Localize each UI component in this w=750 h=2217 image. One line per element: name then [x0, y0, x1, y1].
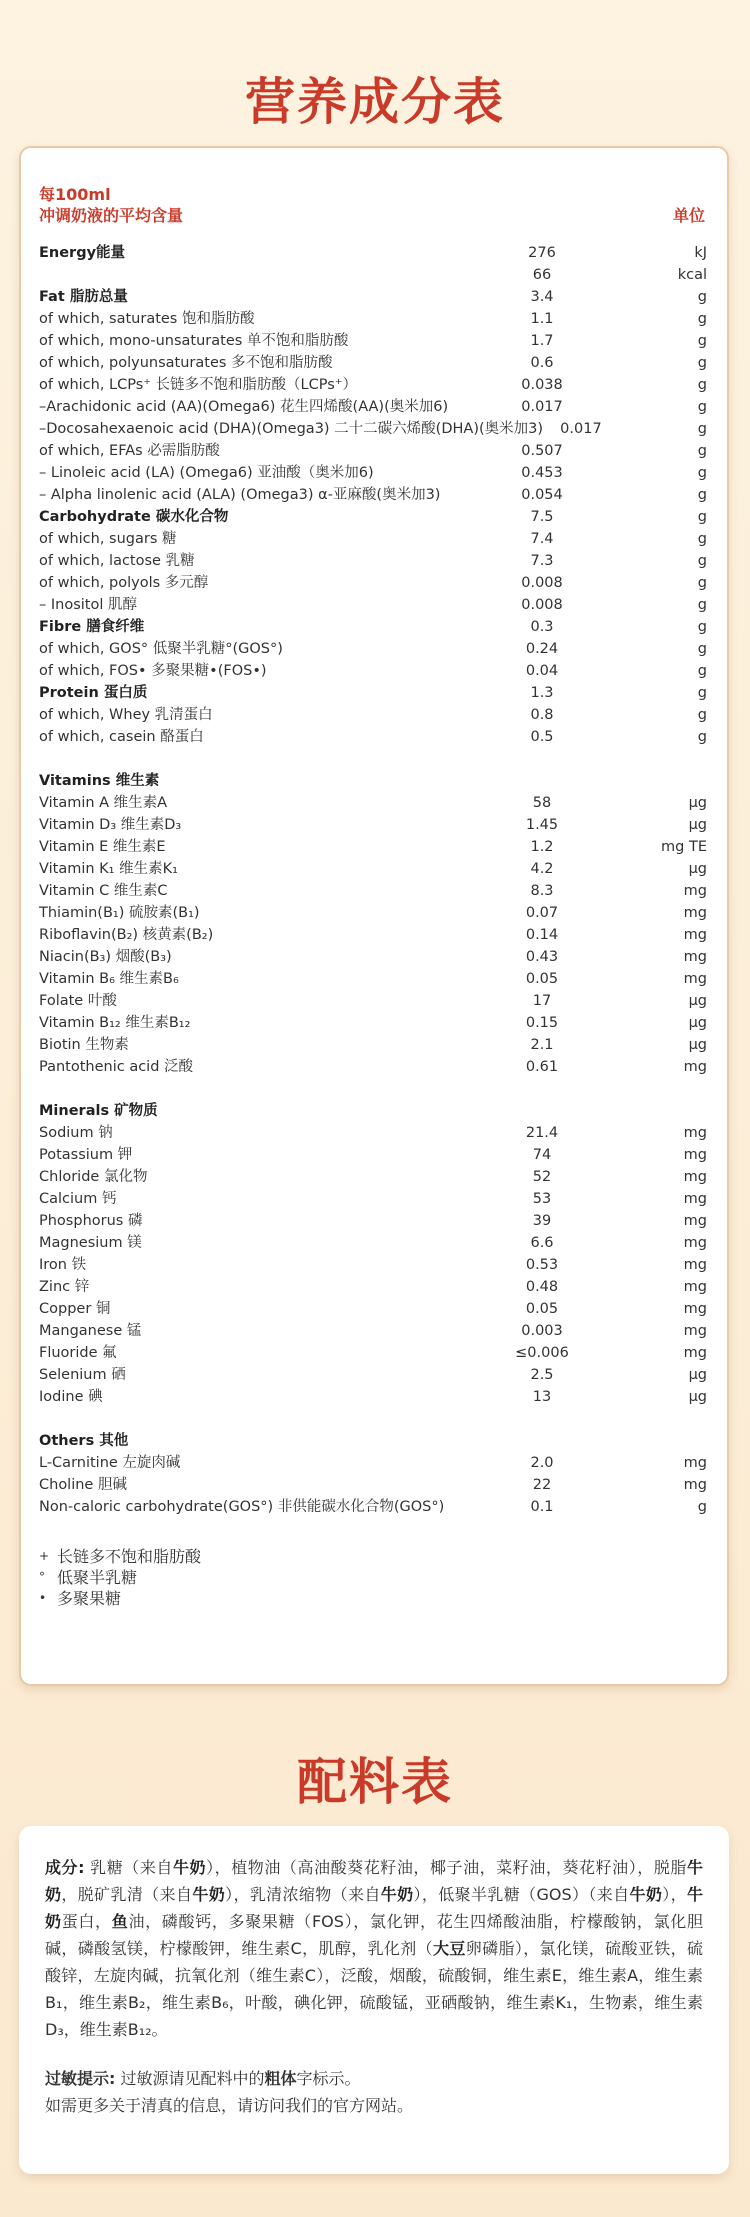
nutrient-unit: μg — [688, 795, 707, 811]
nutrient-name: Potassium 钾 — [39, 1147, 133, 1163]
nutrient-unit: mg — [683, 1235, 707, 1251]
nutrient-row — [39, 1496, 707, 1518]
nutrient-unit: g — [697, 487, 707, 503]
allergy-warning — [45, 2065, 703, 2092]
nutrient-value: 4.2 — [530, 861, 554, 877]
nutrient-unit: mg — [683, 1125, 707, 1141]
ingredient-text: ），植物油（高油酸葵花籽油，椰子油，菜籽油，葵花籽油），脱脂 — [206, 1858, 687, 1877]
nutrient-name: Non-caloric carbohydrate(GOS°) 非供能碳水化合物(GOS°) — [39, 1499, 445, 1515]
nutrient-value: 8.3 — [530, 883, 554, 899]
nutrient-row — [39, 1320, 707, 1342]
nutrient-value: 0.6 — [530, 355, 554, 371]
nutrient-unit: kcal — [677, 267, 707, 283]
nutrient-row — [39, 506, 707, 528]
nutrient-row — [39, 1276, 707, 1298]
ingredients-title: 配料表 — [297, 1753, 453, 1811]
ingredients-card — [19, 1826, 729, 2174]
nutrient-row — [39, 1122, 707, 1144]
nutrient-name: Folate 叶酸 — [39, 993, 117, 1009]
nutrient-row — [39, 1452, 707, 1474]
nutrient-row — [39, 946, 707, 968]
nutrient-unit: g — [697, 465, 707, 481]
footnote-text: 长链多不饱和脂肪酸 — [57, 1547, 202, 1566]
nutrient-value: 52 — [532, 1169, 552, 1185]
nutrient-row — [39, 836, 707, 858]
nutrient-unit: μg — [688, 1037, 707, 1053]
allergen-text: 大豆 — [433, 1939, 466, 1958]
nutrient-value: 6.6 — [530, 1235, 554, 1251]
nutrient-value: 1.45 — [525, 817, 559, 833]
nutrient-name: of which, polyols 多元醇 — [39, 575, 209, 591]
nutrient-name: Fat 脂肪总量 — [39, 289, 128, 305]
nutrient-unit: g — [697, 311, 707, 327]
nutrient-name: of which, LCPs⁺ 长链多不饱和脂肪酸（LCPs⁺） — [39, 377, 357, 393]
nutrient-value: 1.2 — [530, 839, 554, 855]
nutrient-name: Copper 铜 — [39, 1301, 111, 1317]
average-content-label: 冲调奶液的平均含量 — [39, 206, 184, 225]
nutrient-name: of which, polyunsaturates 多不饱和脂肪酸 — [39, 355, 333, 371]
nutrient-unit: μg — [688, 1367, 707, 1383]
nutrient-unit: mg — [683, 1059, 707, 1075]
footnote-symbol: + — [39, 1549, 50, 1563]
nutrient-unit: g — [697, 333, 707, 349]
nutrition-title: 营养成分表 — [245, 73, 505, 131]
nutrient-name: of which, lactose 乳糖 — [39, 553, 195, 569]
ingredient-text: 卵磷脂），氯化镁，硫酸亚铁，硫酸锌，左旋肉碱，抗氧化剂（维生素C），泛酸，烟酸，硫酸铜，维生素E，维生素A，维生素B₁，维生素B₂，维生素B₆，叶酸，碘化钾，硫酸锰，亚硒酸钠，维生素K₁，生物素，维生素D₃，维生素B₁₂。 — [45, 1939, 703, 2039]
nutrient-unit: mg — [683, 1455, 707, 1471]
nutrient-row — [39, 374, 707, 396]
nutrient-value: 39 — [532, 1213, 552, 1229]
nutrient-value: 0.24 — [525, 641, 559, 657]
footnotes — [39, 1546, 707, 1609]
nutrient-name: Minerals 矿物质 — [39, 1103, 158, 1119]
nutrient-value: 58 — [532, 795, 552, 811]
nutrition-table — [39, 242, 707, 1518]
nutrient-row — [39, 682, 707, 704]
nutrient-row — [39, 594, 707, 616]
footnote — [39, 1546, 707, 1567]
nutrient-value: 13 — [532, 1389, 552, 1405]
nutrient-row — [39, 1474, 707, 1496]
nutrient-row — [39, 484, 707, 506]
nutrient-name: Selenium 硒 — [39, 1367, 126, 1383]
nutrient-unit: μg — [688, 861, 707, 877]
nutrient-row — [39, 1364, 707, 1386]
nutrient-row — [39, 638, 707, 660]
nutrient-unit: g — [697, 575, 707, 591]
nutrient-value: 0.5 — [530, 729, 554, 745]
nutrient-name: Others 其他 — [39, 1433, 129, 1449]
nutrient-row — [39, 264, 707, 286]
nutrient-value: 0.48 — [525, 1279, 559, 1295]
allergen-text: 牛奶 — [45, 1858, 703, 1904]
nutrient-row — [39, 286, 707, 308]
nutrient-row — [39, 990, 707, 1012]
nutrient-name: Niacin(B₃) 烟酸(B₃) — [39, 949, 172, 965]
nutrient-unit: g — [697, 663, 707, 679]
nutrient-value: 2.0 — [530, 1455, 554, 1471]
nutrient-name: – Linoleic acid (LA) (Omega6) 亚油酸（奥米加6) — [39, 465, 374, 481]
allergy-text: 过敏源请见配料中的 — [115, 2069, 265, 2088]
nutrient-row — [39, 1188, 707, 1210]
ingredient-text: ）， — [662, 1885, 687, 1904]
nutrient-row — [39, 242, 707, 264]
nutrient-unit: g — [697, 597, 707, 613]
nutrient-value: 0.3 — [530, 619, 554, 635]
nutrient-name: of which, casein 酪蛋白 — [39, 729, 204, 745]
nutrient-row — [39, 902, 707, 924]
nutrient-name: Vitamin D₃ 维生素D₃ — [39, 817, 182, 833]
nutrient-unit: mg — [683, 1191, 707, 1207]
nutrient-row — [39, 528, 707, 550]
nutrient-value: 276 — [528, 245, 556, 261]
nutrient-name: Carbohydrate 碳水化合物 — [39, 509, 229, 525]
nutrient-unit: g — [697, 685, 707, 701]
nutrient-name: L-Carnitine 左旋肉碱 — [39, 1455, 181, 1471]
nutrient-name: Phosphorus 磷 — [39, 1213, 143, 1229]
nutrient-value: 0.53 — [525, 1257, 559, 1273]
nutrient-name: Iron 铁 — [39, 1257, 87, 1273]
nutrient-name: Choline 胆碱 — [39, 1477, 127, 1493]
nutrient-row — [39, 770, 707, 792]
nutrient-unit: μg — [688, 993, 707, 1009]
nutrient-name: –Arachidonic acid (AA)(Omega6) 花生四烯酸(AA)(奥米加6) — [39, 399, 449, 415]
nutrient-value: 0.05 — [525, 1301, 559, 1317]
nutrient-row — [39, 880, 707, 902]
nutrient-unit: mg — [683, 1323, 707, 1339]
nutrient-name: Iodine 碘 — [39, 1389, 103, 1405]
nutrient-row — [39, 616, 707, 638]
nutrient-value: 2.5 — [530, 1367, 554, 1383]
nutrient-row — [39, 418, 707, 440]
nutrient-row — [39, 792, 707, 814]
nutrient-row — [39, 814, 707, 836]
nutrient-value: 53 — [532, 1191, 552, 1207]
ingredient-text: ，脱矿乳清（来自 — [61, 1885, 193, 1904]
nutrient-value: 0.14 — [525, 927, 559, 943]
nutrient-unit: g — [697, 289, 707, 305]
nutrient-row — [39, 1430, 707, 1452]
nutrient-value: 66 — [532, 267, 552, 283]
nutrient-value: 0.15 — [525, 1015, 559, 1031]
nutrient-name: of which, saturates 饱和脂肪酸 — [39, 311, 255, 327]
footnote-text: 多聚果糖 — [57, 1589, 122, 1608]
nutrient-row — [39, 308, 707, 330]
allergen-text: 牛奶 — [192, 1885, 226, 1904]
per-100ml-label: 每100ml — [39, 185, 111, 204]
allergen-text: 牛奶 — [629, 1885, 663, 1904]
nutrient-unit: mg — [683, 949, 707, 965]
nutrient-value: 1.3 — [530, 685, 554, 701]
nutrient-unit: μg — [688, 1389, 707, 1405]
nutrient-value: 0.07 — [525, 905, 559, 921]
footnote-text: 低聚半乳糖 — [57, 1568, 138, 1587]
section-gap — [39, 1078, 707, 1100]
nutrient-row — [39, 1034, 707, 1056]
nutrient-unit: mg — [683, 883, 707, 899]
nutrient-row — [39, 396, 707, 418]
nutrient-name: – Inositol 肌醇 — [39, 597, 137, 613]
nutrient-row — [39, 1100, 707, 1122]
ingredient-text: ），乳清浓缩物（来自 — [225, 1885, 381, 1904]
nutrient-row — [39, 1298, 707, 1320]
nutrient-unit: mg — [683, 1147, 707, 1163]
nutrient-unit: mg — [683, 1279, 707, 1295]
nutrient-row — [39, 726, 707, 748]
nutrient-value: 1.7 — [530, 333, 554, 349]
ingredients-label: 成分: — [45, 1858, 85, 1877]
nutrient-unit: mg — [683, 1345, 707, 1361]
nutrient-row — [39, 1232, 707, 1254]
nutrient-value: 0.008 — [521, 597, 563, 613]
nutrient-unit: kJ — [694, 245, 707, 261]
nutrient-unit: mg — [683, 1213, 707, 1229]
section-gap — [39, 1408, 707, 1430]
nutrient-name: Chloride 氯化物 — [39, 1169, 148, 1185]
nutrient-row — [39, 858, 707, 880]
nutrient-name: Vitamin K₁ 维生素K₁ — [39, 861, 178, 877]
nutrient-unit: g — [697, 729, 707, 745]
nutrient-row — [39, 352, 707, 374]
allergen-text: 牛奶 — [45, 1885, 703, 1931]
nutrient-value: 21.4 — [525, 1125, 559, 1141]
nutrient-name: Vitamin B₆ 维生素B₆ — [39, 971, 179, 987]
nutrient-row — [39, 1166, 707, 1188]
nutrient-row — [39, 924, 707, 946]
nutrient-unit: mg — [683, 1301, 707, 1317]
nutrient-name: of which, Whey 乳清蛋白 — [39, 707, 213, 723]
nutrient-value: 0.054 — [521, 487, 563, 503]
ingredients-text — [45, 1854, 703, 2043]
more-info-text: 如需更多关于清真的信息，请访问我们的官方网站。 — [45, 2096, 414, 2115]
allergy-text: 粗体 — [264, 2069, 297, 2088]
nutrient-row — [39, 440, 707, 462]
nutrient-value: 1.1 — [530, 311, 554, 327]
nutrient-unit: g — [697, 619, 707, 635]
nutrient-unit: mg — [683, 1477, 707, 1493]
nutrient-unit: g — [697, 641, 707, 657]
nutrient-unit: mg — [683, 1257, 707, 1273]
nutrient-value: 7.5 — [530, 509, 554, 525]
nutrient-name: Biotin 生物素 — [39, 1037, 129, 1053]
nutrient-name: Sodium 钠 — [39, 1125, 113, 1141]
nutrient-name: of which, sugars 糖 — [39, 531, 177, 547]
footnote-symbol: • — [39, 1591, 47, 1605]
unit-header: 单位 — [672, 206, 705, 225]
footnote-symbol: ° — [39, 1570, 45, 1584]
nutrient-name: Manganese 锰 — [39, 1323, 142, 1339]
nutrient-name: of which, FOS• 多聚果糖•(FOS•) — [39, 663, 267, 679]
nutrient-row — [39, 1342, 707, 1364]
footnote — [39, 1567, 707, 1588]
nutrient-row — [39, 1210, 707, 1232]
nutrient-name: – Alpha linolenic acid (ALA) (Omega3) α-亚麻酸(奥米加3) — [39, 487, 441, 503]
nutrient-value: 0.61 — [525, 1059, 559, 1075]
nutrient-row — [39, 704, 707, 726]
nutrient-value: 0.003 — [521, 1323, 563, 1339]
nutrient-name: Vitamin A 维生素A — [39, 795, 168, 811]
nutrition-card — [19, 146, 729, 1686]
allergy-text: 字标示。 — [296, 2069, 361, 2088]
nutrient-unit: g — [697, 355, 707, 371]
ingredient-text: 油，磷酸钙，多聚果糖（FOS），氯化钾，花生四烯酸油脂，柠檬酸钠，氯化胆碱，磷酸氢镁，柠檬酸钾，维生素C，肌醇，乳化剂（ — [45, 1912, 703, 1958]
nutrient-unit: g — [697, 421, 707, 437]
nutrient-unit: mg — [683, 905, 707, 921]
nutrient-row — [39, 550, 707, 572]
nutrient-row — [39, 1386, 707, 1408]
nutrient-unit: g — [697, 399, 707, 415]
nutrition-header — [39, 184, 707, 226]
allergen-text: 牛奶 — [380, 1885, 414, 1904]
nutrient-row — [39, 330, 707, 352]
nutrient-unit: μg — [688, 1015, 707, 1031]
nutrient-name: Thiamin(B₁) 硫胺素(B₁) — [39, 905, 200, 921]
nutrient-value: 0.507 — [521, 443, 563, 459]
nutrient-name: Fibre 膳食纤维 — [39, 619, 145, 635]
nutrient-unit: g — [697, 1499, 707, 1515]
nutrient-name: Energy能量 — [39, 245, 126, 261]
nutrient-row — [39, 968, 707, 990]
nutrient-value: 0.8 — [530, 707, 554, 723]
nutrient-name: Vitamin E 维生素E — [39, 839, 166, 855]
nutrient-unit: g — [697, 553, 707, 569]
allergy-notes — [45, 2065, 703, 2119]
nutrient-unit: mg TE — [661, 839, 707, 855]
nutrient-value: 0.1 — [530, 1499, 554, 1515]
allergy-label: 过敏提示: — [45, 2069, 116, 2088]
nutrient-value: 0.008 — [521, 575, 563, 591]
nutrient-unit: g — [697, 707, 707, 723]
nutrient-value: 0.038 — [521, 377, 563, 393]
nutrient-name: Zinc 锌 — [39, 1279, 90, 1295]
nutrient-unit: mg — [683, 927, 707, 943]
nutrient-name: –Docosahexaenoic acid (DHA)(Omega3) 二十二碳六烯酸(DHA)(奥米加3) — [39, 421, 544, 437]
ingredient-text: 蛋白， — [61, 1912, 112, 1931]
nutrient-value: 3.4 — [530, 289, 554, 305]
nutrient-row — [39, 462, 707, 484]
nutrient-name: Vitamin C 维生素C — [39, 883, 168, 899]
nutrient-name: Fluoride 氟 — [39, 1345, 117, 1361]
nutrient-value: 0.43 — [525, 949, 559, 965]
nutrient-unit: mg — [683, 1169, 707, 1185]
nutrient-name: Vitamin B₁₂ 维生素B₁₂ — [39, 1015, 191, 1031]
ingredient-text: 乳糖（来自 — [84, 1858, 173, 1877]
nutrient-value: 22 — [532, 1477, 552, 1493]
footnote — [39, 1588, 707, 1609]
nutrient-unit: g — [697, 531, 707, 547]
nutrient-unit: μg — [688, 817, 707, 833]
nutrient-value: 17 — [532, 993, 552, 1009]
allergen-text: 鱼 — [111, 1912, 129, 1931]
nutrient-row — [39, 1056, 707, 1078]
nutrient-unit: g — [697, 443, 707, 459]
nutrient-unit: g — [697, 509, 707, 525]
nutrient-name: Calcium 钙 — [39, 1191, 117, 1207]
ingredient-text: ），低聚半乳糖（GOS）（来自 — [413, 1885, 630, 1904]
nutrient-value: 0.04 — [525, 663, 559, 679]
nutrient-row — [39, 660, 707, 682]
nutrient-value: ≤0.006 — [515, 1345, 569, 1361]
nutrient-value: 0.05 — [525, 971, 559, 987]
nutrient-name: of which, EFAs 必需脂肪酸 — [39, 443, 220, 459]
nutrient-value: 7.3 — [530, 553, 554, 569]
nutrient-value: 0.017 — [521, 399, 563, 415]
nutrient-value: 0.017 — [560, 421, 602, 437]
nutrient-value: 7.4 — [530, 531, 554, 547]
nutrient-row — [39, 572, 707, 594]
nutrient-value: 74 — [532, 1147, 552, 1163]
nutrient-row — [39, 1012, 707, 1034]
nutrient-name: Magnesium 镁 — [39, 1235, 142, 1251]
nutrient-unit: mg — [683, 971, 707, 987]
nutrient-unit: g — [697, 377, 707, 393]
nutrient-value: 0.453 — [521, 465, 563, 481]
nutrient-name: of which, mono-unsaturates 单不饱和脂肪酸 — [39, 333, 349, 349]
nutrient-name: of which, GOS° 低聚半乳糖°(GOS°) — [39, 641, 283, 657]
nutrient-name: Pantothenic acid 泛酸 — [39, 1059, 194, 1075]
section-gap — [39, 748, 707, 770]
nutrient-name: Vitamins 维生素 — [39, 773, 160, 789]
nutrient-name: Riboflavin(B₂) 核黄素(B₂) — [39, 927, 214, 943]
allergen-text: 牛奶 — [173, 1858, 207, 1877]
nutrient-row — [39, 1254, 707, 1276]
nutrient-name: Protein 蛋白质 — [39, 685, 148, 701]
nutrient-value: 2.1 — [530, 1037, 554, 1053]
nutrient-row — [39, 1144, 707, 1166]
